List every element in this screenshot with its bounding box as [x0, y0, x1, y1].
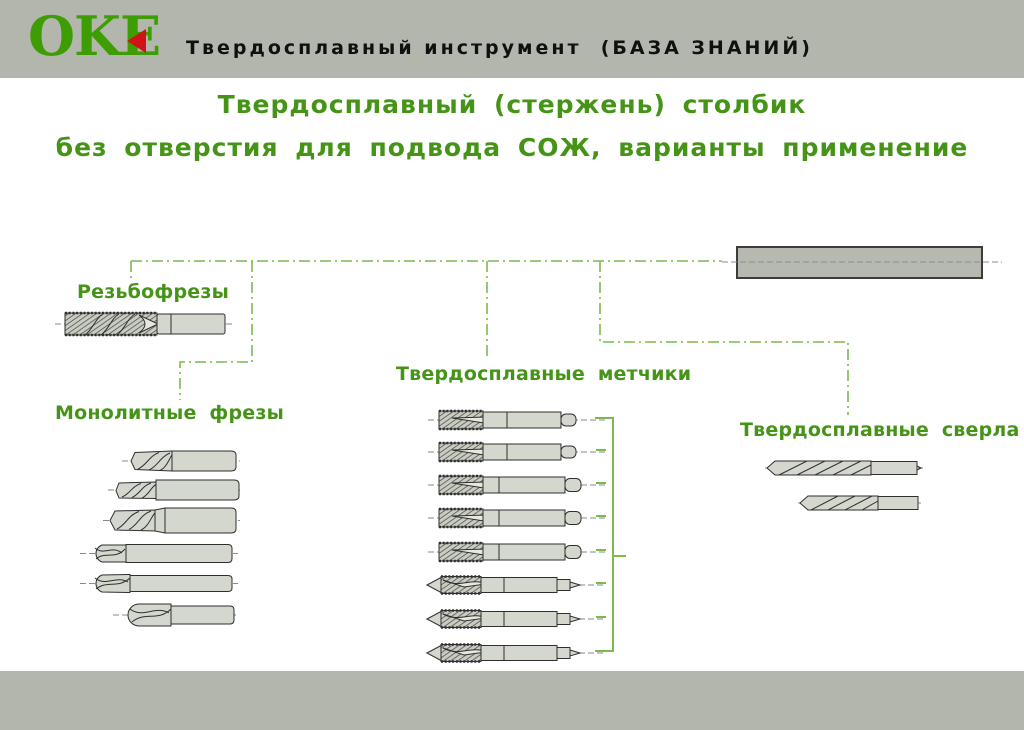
tap-image-3: [424, 472, 614, 498]
company-logo: OKE: [28, 4, 161, 68]
tap-image-4: [424, 505, 614, 531]
end-mill-image-3: [103, 504, 240, 537]
slide-title-line2: без отверстия для подвода СОЖ, варианты применение: [55, 133, 969, 162]
end-mill-image-5: [80, 570, 238, 597]
header-title: Твердосплавный инструмент (БАЗА ЗНАНИЙ): [186, 37, 813, 59]
tap-image-8: [424, 640, 614, 666]
end-mill-image-4: [80, 540, 238, 567]
thread-mill-image: [55, 303, 237, 347]
drill-image-1: [765, 455, 923, 481]
connector-lines: [131, 261, 848, 415]
tap-image-7: [424, 606, 614, 632]
tap-image-6: [424, 572, 614, 598]
slide-title-line1: Твердосплавный (стержень) столбик: [217, 90, 807, 119]
tap-image-2: [424, 439, 614, 465]
tap-image-1: [424, 407, 614, 433]
end-mill-image-2: [108, 477, 240, 503]
drill-image-2: [798, 490, 923, 516]
end-mill-image-6: [113, 600, 238, 630]
end-mill-image-1: [122, 448, 240, 474]
logo-arrow-icon: [127, 29, 146, 53]
category-label-carbide-drills: Твердосплавные сверла: [740, 419, 1020, 441]
category-label-thread-mills: Резьбофрезы: [77, 281, 229, 303]
category-label-solid-end-mills: Монолитные фрезы: [55, 402, 284, 424]
carbide-rod-bar: [737, 247, 982, 278]
tap-image-5: [424, 539, 614, 565]
header-band: [0, 0, 1024, 78]
footer-band: [0, 671, 1024, 730]
category-label-carbide-taps: Твердосплавные метчики: [396, 363, 692, 385]
